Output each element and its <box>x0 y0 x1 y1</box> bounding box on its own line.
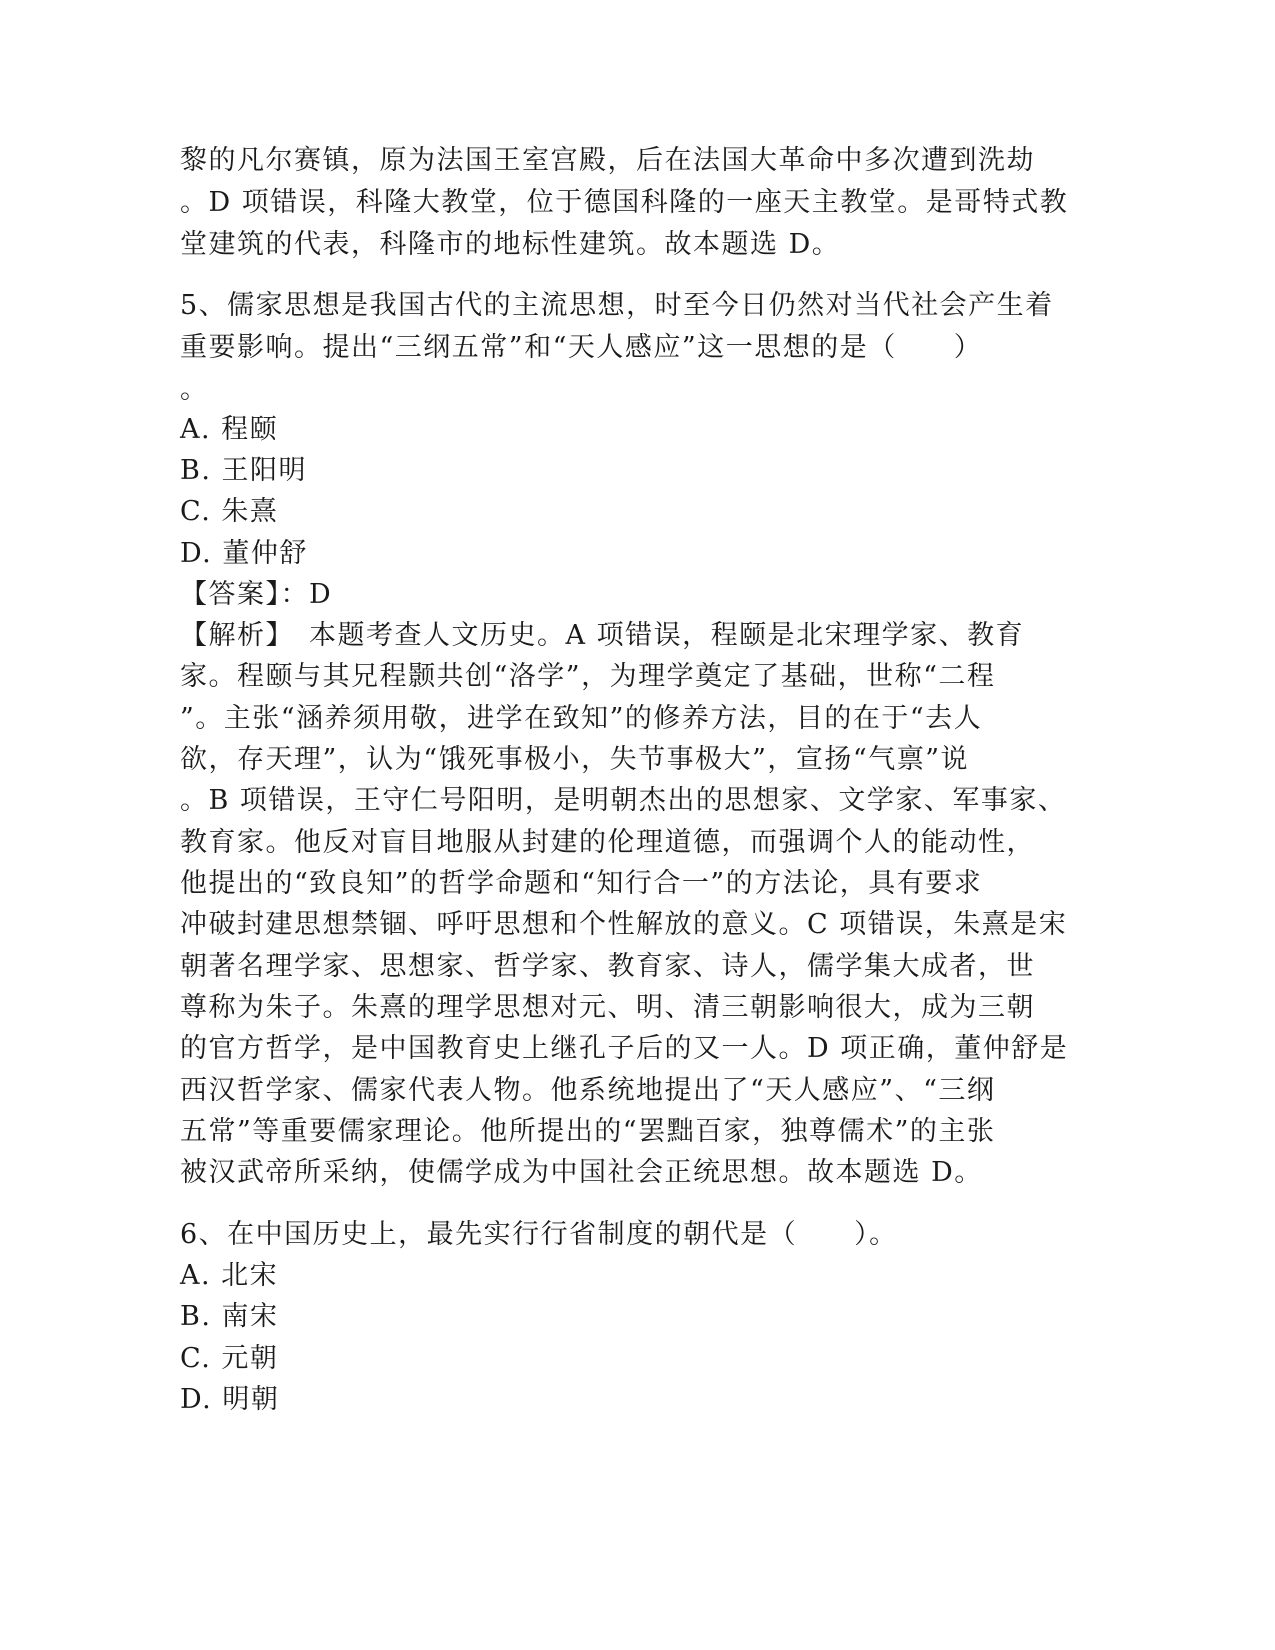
option-c: C. 元朝 <box>180 1343 279 1374</box>
analysis-line: 五常”等重要儒家理论。他所提出的“罢黜百家，独尊儒术”的主张 <box>180 1116 996 1147</box>
text-line: 堂建筑的代表，科隆市的地标性建筑。故本题选 D。 <box>180 229 841 260</box>
option-b: B. 南宋 <box>180 1301 279 1332</box>
analysis-line: 冲破封建思想禁锢、呼吁思想和个性解放的意义。C 项错误，朱熹是宋 <box>180 909 1068 940</box>
question-stem-line: 5、儒家思想是我国古代的主流思想，时至今日仍然对当代社会产生着 <box>180 290 1054 321</box>
analysis-line: 被汉武帝所采纳，使儒学成为中国社会正统思想。故本题选 D。 <box>180 1157 983 1188</box>
option-d: D. 明朝 <box>180 1384 280 1415</box>
analysis-line: 的官方哲学，是中国教育史上继孔子后的又一人。D 项正确，董仲舒是 <box>180 1033 1069 1064</box>
analysis-line: ”。主张“涵养须用敬，进学在致知”的修养方法，目的在于“去人 <box>180 703 983 734</box>
analysis-line: 他提出的“致良知”的哲学命题和“知行合一”的方法论，具有要求 <box>180 868 983 899</box>
analysis-line: 尊称为朱子。朱熹的理学思想对元、明、清三朝影响很大，成为三朝 <box>180 992 1035 1023</box>
question-stem-line: 6、在中国历史上，最先实行行省制度的朝代是（ ）。 <box>180 1219 898 1250</box>
analysis-line: 西汉哲学家、儒家代表人物。他系统地提出了“天人感应”、“三纲 <box>180 1075 996 1106</box>
option-b: B. 王阳明 <box>180 455 308 486</box>
question-stem-line: 。 <box>180 374 209 405</box>
option-a: A. 程颐 <box>180 414 279 445</box>
analysis-line: 欲，存天理”，认为“饿死事极小，失节事极大”，宣扬“气禀”说 <box>180 744 970 775</box>
text-line: 。D 项错误，科隆大教堂，位于德国科隆的一座天主教堂。是哥特式教 <box>180 187 1069 218</box>
analysis-line: 教育家。他反对盲目地服从封建的伦理道德，而强调个人的能动性， <box>180 827 1035 858</box>
answer-line: 【答案】：D <box>180 579 333 610</box>
option-c: C. 朱熹 <box>180 496 279 527</box>
text-line: 黎的凡尔赛镇，原为法国王室宫殿，后在法国大革命中多次遭到洗劫 <box>180 145 1035 176</box>
analysis-line: 朝著名理学家、思想家、哲学家、教育家、诗人，儒学集大成者，世 <box>180 951 1035 982</box>
analysis-line: 。B 项错误，王守仁号阳明，是明朝杰出的思想家、文学家、军事家、 <box>180 785 1067 816</box>
analysis-line: 【解析】 本题考查人文历史。A 项错误，程颐是北宋理学家、教育 <box>180 620 1025 651</box>
option-d: D. 董仲舒 <box>180 538 308 569</box>
option-a: A. 北宋 <box>180 1260 279 1291</box>
question-stem-line: 重要影响。提出“三纲五常”和“天人感应”这一思想的是（ ） <box>180 332 983 363</box>
analysis-line: 家。程颐与其兄程颢共创“洛学”，为理学奠定了基础，世称“二程 <box>180 661 996 692</box>
